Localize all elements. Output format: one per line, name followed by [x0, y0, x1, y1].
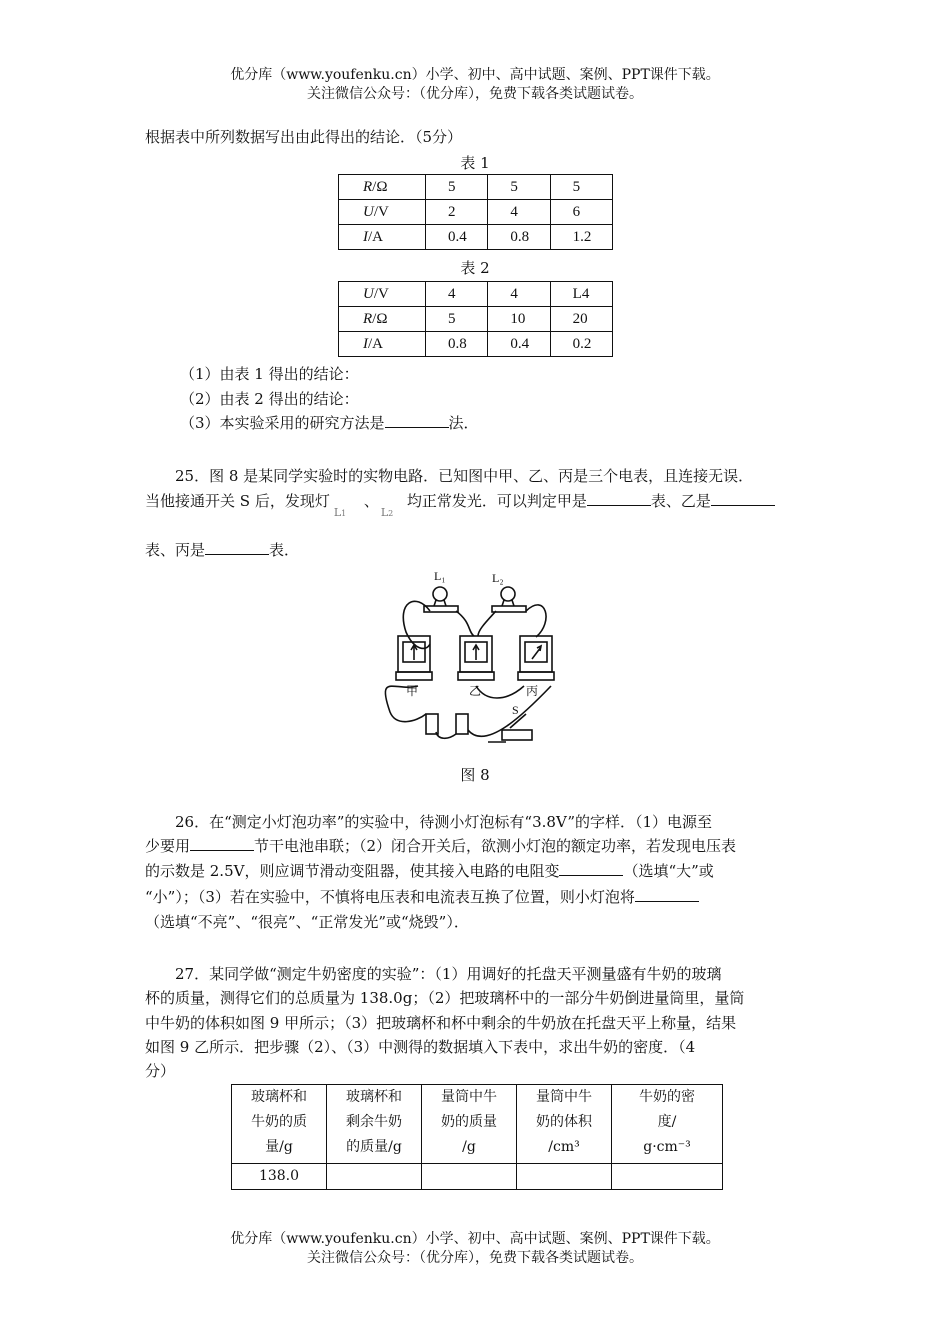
q25-line-2: 当他接通开关 S 后，发现灯$_{L1}$、$_{L2}$均正常发光．可以判定甲是 表、乙是 [145, 491, 810, 514]
cell: 2 [426, 200, 488, 225]
cell: 1.2 [550, 225, 612, 250]
answer-blank[interactable] [190, 850, 254, 851]
cell: 4 [426, 282, 488, 307]
q26-line-1: 26．在“测定小灯泡功率”的实验中，待测小灯泡标有“3.8V”的字样．（1）电源至 [175, 813, 713, 831]
fig-label-s: S [512, 703, 519, 717]
row-label: U/V [339, 200, 426, 225]
fig-label-l1: L₁ [434, 569, 446, 583]
q24-intro: 根据表中所列数据写出由此得出的结论．（5分） [145, 128, 463, 146]
table-1 [338, 174, 613, 250]
cell: 5 [550, 175, 612, 200]
cell-density[interactable] [612, 1164, 723, 1190]
answer-blank[interactable] [559, 875, 623, 876]
q27-line-2: 杯的质量，测得它们的总质量为 138.0g；（2）把玻璃杯中的一部分牛奶倒进量筒里，量筒 [145, 989, 745, 1007]
circuit-figure [376, 562, 576, 754]
answer-blank[interactable] [385, 427, 449, 428]
cell-remaining-mass[interactable] [327, 1164, 422, 1190]
answer-blank[interactable] [205, 554, 269, 555]
cell: 5 [488, 175, 550, 200]
q24-sub3: （3）本实验采用的研究方法是 法． [180, 414, 479, 432]
header-line-2: 关注微信公众号：（优分库），免费下载各类试题试卷。 [307, 86, 643, 102]
row-label: U/V [339, 282, 426, 307]
answer-blank[interactable] [587, 505, 651, 506]
cell: 0.8 [426, 332, 488, 357]
cell: 5 [426, 175, 488, 200]
table-row [339, 225, 613, 250]
table-row [339, 282, 613, 307]
cell-cylinder-mass[interactable] [422, 1164, 517, 1190]
cell: 5 [426, 307, 488, 332]
fig-label-jia: 甲 [406, 684, 419, 698]
figure-8-caption: 图 8 [460, 766, 490, 784]
footer-line-1: 优分库（www.youfenku.cn）小学、初中、高中试题、案例、PPT课件下载。 [230, 1231, 720, 1247]
cell: 0.4 [426, 225, 488, 250]
table-header-row [232, 1085, 723, 1164]
cell: 20 [550, 307, 612, 332]
answer-blank[interactable] [635, 901, 699, 902]
row-label: I/A [339, 332, 426, 357]
table-row [339, 200, 613, 225]
header-line-1: 优分库（www.youfenku.cn）小学、初中、高中试题、案例、PPT课件下载。 [230, 67, 720, 83]
cell: 4 [488, 282, 550, 307]
answer-blank[interactable] [711, 505, 775, 506]
fig-label-yi: 乙 [469, 684, 482, 698]
table-row [339, 307, 613, 332]
cell-total-mass: 138.0 [232, 1164, 327, 1190]
header-cell: 玻璃杯和 牛奶的质 量/g [232, 1085, 327, 1164]
q26-line-3: 的示数是 2.5V，则应调节滑动变阻器，使其接入电路的电阻变 （选填“大”或 [145, 862, 714, 880]
q27-line-3: 中牛奶的体积如图 9 甲所示；（3）把玻璃杯和杯中剩余的牛奶放在托盘天平上称量，结果 [145, 1014, 737, 1032]
cell: 0.2 [550, 332, 612, 357]
row-label: R/Ω [339, 175, 426, 200]
table-2 [338, 281, 613, 357]
cell-cylinder-volume[interactable] [517, 1164, 612, 1190]
fig-label-bing: 丙 [526, 684, 539, 698]
row-label: I/A [339, 225, 426, 250]
fig-label-l2: L₂ [492, 571, 504, 585]
table-row [339, 332, 613, 357]
table-row [339, 175, 613, 200]
q27-line-5: 分） [145, 1062, 176, 1080]
q26-line-2: 少要用 节干电池串联；（2）闭合开关后，欲测小灯泡的额定功率，若发现电压表 [145, 837, 737, 855]
lamp-l2-label: L2 [380, 506, 394, 519]
cell: 4 [488, 200, 550, 225]
table2-caption: 表 2 [460, 259, 490, 277]
footer-line-2: 关注微信公众号：（优分库），免费下载各类试题试卷。 [307, 1250, 643, 1266]
q24-sub1: （1）由表 1 得出的结论： [180, 365, 359, 383]
cell: L4 [550, 282, 612, 307]
table1-caption: 表 1 [460, 154, 490, 172]
header-cell: 牛奶的密 度/ g·cm⁻³ [612, 1085, 723, 1164]
q27-line-1: 27．某同学做“测定牛奶密度的实验”：（1）用调好的托盘天平测量盛有牛奶的玻璃 [175, 965, 722, 983]
cell: 0.4 [488, 332, 550, 357]
q25-line-3: 表、丙是 表． [145, 541, 300, 559]
cell: 6 [550, 200, 612, 225]
q24-sub2: （2）由表 2 得出的结论： [180, 390, 359, 408]
milk-density-table [231, 1084, 723, 1190]
header-cell: 量筒中牛 奶的质量 /g [422, 1085, 517, 1164]
cell: 10 [488, 307, 550, 332]
q25-line-1: 25．图 8 是某同学实验时的实物电路．已知图中甲、乙、丙是三个电表，且连接无误． [175, 467, 754, 485]
header-cell: 玻璃杯和 剩余牛奶 的质量/g [327, 1085, 422, 1164]
q26-line-4: “小”）；（3）若在实验中，不慎将电压表和电流表互换了位置，则小灯泡将 [145, 887, 810, 907]
header-cell: 量筒中牛 奶的体积 /cm³ [517, 1085, 612, 1164]
row-label: R/Ω [339, 307, 426, 332]
q26-line-5: （选填“不亮”、“很亮”、“正常发光”或“烧毁”）． [145, 913, 469, 931]
cell: 0.8 [488, 225, 550, 250]
lamp-l1-label: L1 [333, 506, 347, 519]
q27-line-4: 如图 9 乙所示．把步骤（2）、（3）中测得的数据填入下表中，求出牛奶的密度．（4 [145, 1038, 696, 1056]
table-row [232, 1164, 723, 1190]
